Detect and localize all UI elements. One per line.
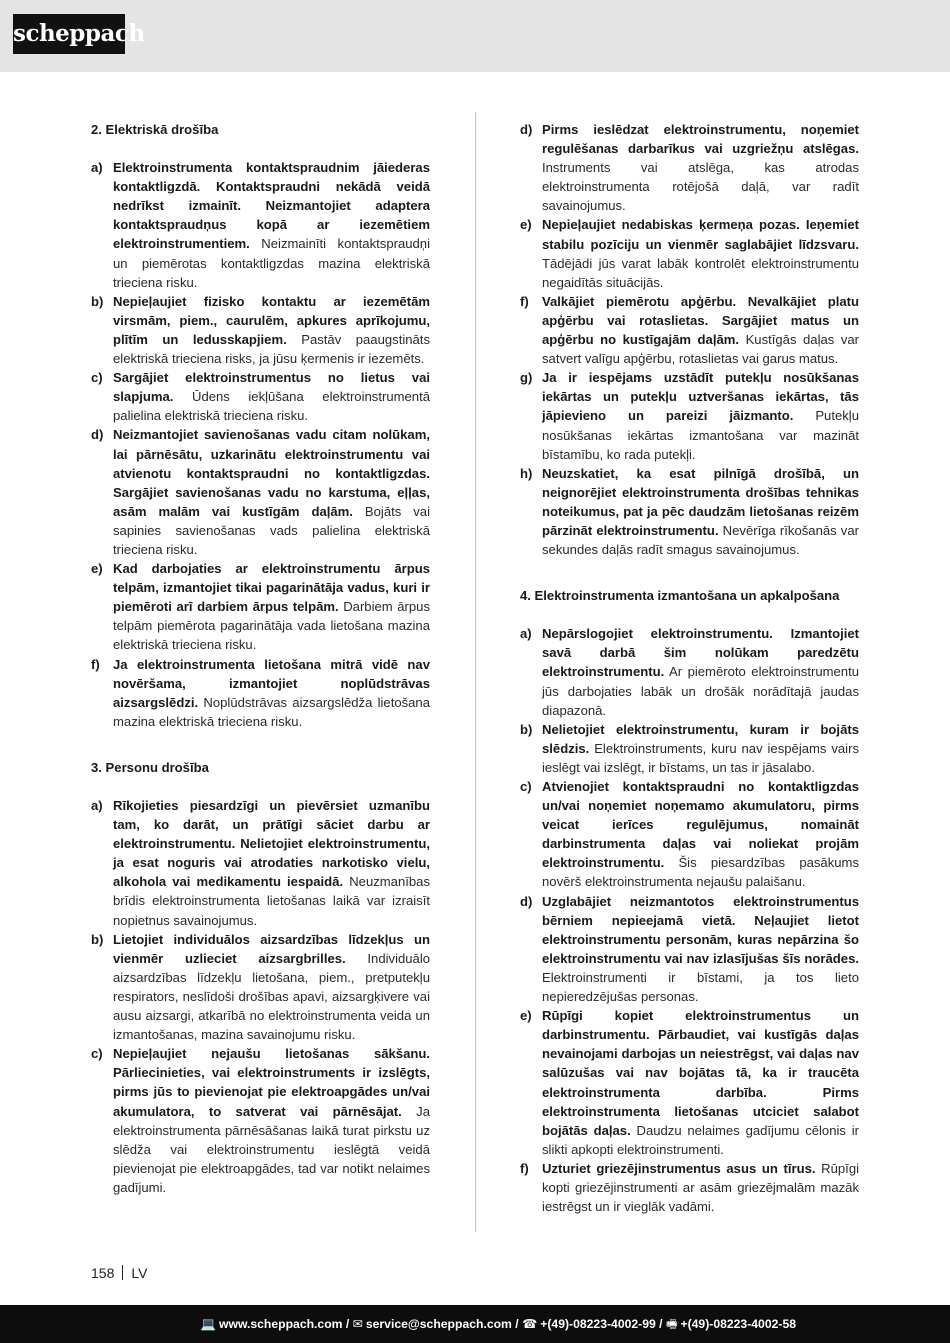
right-column (520, 112, 859, 1216)
email-link[interactable]: service@scheppach.com / (365, 1317, 519, 1331)
list-item (91, 1044, 430, 1197)
item-text: Rūpīgi kopti griezējinstrumenti ar asām griezējmalām mazāk iestrēgst un ir vieglāk vadāmi. (542, 1160, 860, 1215)
list-item (91, 796, 430, 930)
footer-bar (0, 1305, 950, 1343)
item-heading: Ja elektroinstrumenta lietošana mitrā vidē nav novēršama, izmantojiet noplūdstrāvas aizsargslēdzi. (113, 656, 430, 710)
item-label: c) (520, 779, 532, 794)
language-code: LV (131, 1265, 148, 1281)
item-text: Putekļu nosūkšanas iekārtas izmantošana var mazināt bīstamību, ko rada putekļi. (542, 408, 860, 462)
item-label: d) (520, 893, 533, 909)
item-label: h) (520, 465, 533, 481)
list-item (520, 777, 859, 892)
instruction-list (91, 796, 430, 1197)
item-heading: Rūpīgi kopiet elektroinstrumentus un darbinstrumentu. Pārbaudiet, vai kustīgās daļas nevainojami darbojas un neiestrēgst, vai daļas nav salūzušas vai nav bojātas tā, ka ir traucēta elektroinstrumenta darbība. Pirms elektroinstrumenta lietošanas utciciet salabot bojātās daļas. (542, 1008, 859, 1138)
instruction-list (91, 158, 430, 731)
item-label: e) (520, 217, 532, 233)
page-number-block (91, 1264, 147, 1282)
item-heading: Neizmantojiet savienošanas vadu citam nolūkam, lai pārnēsātu, uzkarinātu elektroinstrumentu vai atvienotu kontaktspraudni no kontaktligzdas. Sargājiet savienošanas vadu no karstuma, eļļas, asām malām vai kustīgām daļām. (113, 427, 430, 519)
instruction-list (520, 624, 859, 1216)
page-number: 158 (91, 1265, 115, 1281)
item-heading: Elektroinstrumenta kontaktspraudnim jāiederas kontaktligzdā. Kontaktspraudni nekādā veidā nedrīkst izmainīt. Neizmantojiet adaptera kontaktspraudņus kopā ar iezemētiem elektroinstrumentiem. (113, 160, 430, 252)
item-label: e) (91, 561, 103, 577)
item-heading: Uzglabājiet neizmantotos elektroinstrumentus bērniem nepieejamā vietā. Neļaujiet lietot elektroinstrumentu personām, kuras nepārzina šo elektroinstrumentu vai nav izlasījušas šīs norādes. (542, 893, 859, 966)
list-item (520, 720, 859, 777)
item-text: Šis piesardzības pasākums novērš elektroinstrumenta nejaušu palaišanu. (542, 855, 859, 890)
section-title: 2. Elektriskā drošība (91, 122, 219, 137)
list-item (520, 368, 859, 463)
item-heading: Valkājiet piemērotu apģērbu. Nevalkājiet platu apģērbu vai rotaslietas. Sargājiet matus un apģērbu no kustīgajām daļām. (542, 293, 859, 348)
item-text: Darbiem ārpus telpām piemērota pagarinātāja vada lietošana mazina elektriskā trieciena risku. (113, 599, 430, 653)
item-text: Instruments vai atslēga, kas atrodas elektroinstrumenta rotējošā daļā, var radīt savainojumus. (542, 160, 859, 214)
item-text: Neizmainīti kontaktspraudņi un piemērotas kontaktligzdas mazina elektriskā trieciena risku. (113, 236, 430, 290)
item-label: a) (520, 626, 532, 642)
item-text: Individuālo aizsardzības līdzekļu lietošana, piem., pretputekļu respirators, neslīdoši drošības apavi, aizsargķivere vai ausu aizsargi, atkarībā no elektroinstrumenta veida un izmantošanas, mazina savainojumu risku. (113, 950, 431, 1043)
item-heading: Kad darbojaties ar elektroinstrumentu ārpus telpām, izmantojiet tikai pagarinātāja vadus, kuri ir piemēroti arī darbiem ārpus telpām. (113, 561, 430, 615)
item-label: g) (520, 370, 533, 386)
item-label: a) (91, 798, 103, 813)
phone-icon: ☎ (522, 1317, 538, 1331)
item-label: a) (91, 160, 103, 176)
item-heading: Uzturiet griezējinstrumentus asus un tīrus. (542, 1160, 816, 1176)
item-heading: Pirms ieslēdzat elektroinstrumentu, noņemiet regulēšanas darbarīkus vai uzgriežņu atslēgas. (542, 122, 859, 157)
item-text: Nevērīga rīkošanās var sekundes daļās radīt smagus savainojumus. (542, 522, 859, 558)
item-heading: Nepieļaujiet nedabiskas ķermeņa pozas. Ieņemiet stabilu pozīciju un vienmēr saglabājiet līdzsvaru. (542, 217, 859, 252)
list-item (520, 1006, 859, 1159)
item-text: Pastāv paaugstināts elektriskā trieciena risks, ja jūsu ķermenis ir iezemēts. (113, 331, 430, 367)
item-label: b) (91, 931, 104, 947)
item-label: f) (520, 293, 529, 309)
website-link[interactable]: www.scheppach.com / (219, 1317, 350, 1331)
item-text: Daudzu nelaimes gadījumu cēlonis ir slikti apkopti elektroinstrumenti. (542, 1122, 859, 1157)
list-item (520, 1159, 859, 1216)
item-text: Elektroinstruments, kuru nav iespējams vairs ieslēgt vai izslēgt, ir bīstams, un tas ir jāsalabo. (542, 740, 859, 775)
list-item (91, 655, 430, 731)
item-label: c) (91, 370, 103, 386)
list-item (91, 368, 430, 425)
section-title: 3. Personu drošība (91, 759, 209, 775)
item-label: d) (520, 122, 533, 137)
fax-icon: 🖷 (665, 1317, 678, 1331)
phone-number: +(49)-08223-4002-99 / (540, 1317, 663, 1331)
item-label: d) (91, 427, 104, 443)
list-item (520, 292, 859, 368)
item-label: c) (91, 1046, 103, 1062)
item-text: Neuzmanības brīdis elektroinstrumenta lietošanas laikā var izraisīt nopietnus savainojumus. (113, 874, 430, 928)
computer-icon: 💻 (200, 1317, 216, 1331)
item-label: e) (520, 1008, 532, 1024)
left-column (91, 112, 430, 1197)
item-heading: Sargājiet elektroinstrumentus no lietus vai slapjuma. (113, 370, 430, 405)
item-heading: Atvienojiet kontaktspraudni no kontaktligzdas un/vai noņemiet noņemamo akumulatoru, pirms veicat ierīces regulējumus, nomaināt darbinstrumenta daļas vai noliekat projām elektroinstrumentu. (542, 779, 859, 871)
item-text: Noplūdstrāvas aizsargslēdža lietošana mazina elektriskā trieciena risku. (113, 694, 431, 729)
item-heading: Nepieļaujiet fizisko kontaktu ar iezemētām virsmām, piem., caurulēm, apkures aprīkojumu, plītīm un ledusskapjiem. (113, 293, 430, 347)
list-item (520, 215, 859, 291)
list-item (520, 892, 859, 1007)
list-item (91, 559, 430, 654)
list-item (520, 120, 859, 215)
item-heading: Nepieļaujiet nejaušu lietošanas sākšanu. Pārliecinieties, vai elektroinstruments ir izslēgts, pirms jūs to pievienojat pie elektroapgādes un/vai akumulatora, to satverat vai pārnēsājat. (113, 1046, 430, 1119)
item-text: Kustīgās daļas var satvert valīgu apģērbu, rotaslietas vai garus matus. (542, 332, 860, 367)
item-text: Ar piemēroto elektroinstrumentu jūs darbojaties labāk un drošāk norādītajā jaudas diapazonā. (542, 664, 859, 718)
item-heading: Rīkojieties piesardzīgi un pievērsiet uzmanību tam, ko darāt, un prātīgi sāciet darbu ar elektroinstrumentu. Nelietojiet elektroinstrumentu, ja esat noguris vai atrodaties narkotisko vielu, alkohola vai medikamentu iespaidā. (113, 798, 430, 890)
brand-logo: scheppach (13, 14, 125, 54)
item-heading: Neuzskatiet, ka esat pilnīgā drošībā, un neignorējiet elektroinstrumenta drošības tehnikas noteikumus, pat ja pēc daudzām lietošanas reizēm pārzināt elektroinstrumentu. (542, 465, 859, 538)
item-label: f) (520, 1160, 529, 1176)
page-separator (122, 1265, 123, 1280)
item-label: f) (91, 656, 100, 672)
item-text: Elektroinstrumenti ir bīstami, ja tos lieto nepieredzējušas personas. (542, 969, 859, 1005)
instruction-list (520, 120, 859, 559)
list-item (91, 425, 430, 559)
list-item (91, 292, 430, 368)
item-heading: Nepārslogojiet elektroinstrumentu. Izmantojiet savā darbā šim nolūkam paredzētu elektroinstrumentu. (542, 626, 859, 680)
list-item (91, 930, 430, 1045)
header-band (0, 0, 950, 72)
item-label: b) (91, 293, 104, 309)
item-text: Tādējādi jūs varat labāk kontrolēt elektroinstrumentu negaidītās situācijās. (542, 255, 859, 290)
list-item (91, 158, 430, 292)
section-title: 4. Elektroinstrumenta izmantošana un apkalpošana (520, 588, 840, 604)
item-label: b) (520, 721, 533, 737)
column-divider (475, 112, 476, 1232)
list-item (520, 624, 859, 719)
list-item (520, 464, 859, 559)
item-text: Bojāts vai sapinies savienošanas vads palielina elektriskā trieciena risku. (113, 503, 430, 557)
fax-number: +(49)-08223-4002-58 (680, 1317, 796, 1331)
item-heading: Lietojiet individuālos aizsardzības līdzekļus un vienmēr uzlieciet aizsargbrilles. (113, 931, 430, 966)
mail-icon: ✉ (352, 1317, 363, 1331)
item-text: Ūdens iekļūšana elektroinstrumentā palielina elektriskā trieciena risku. (113, 389, 430, 424)
item-heading: Nelietojiet elektroinstrumentu, kuram ir bojāts slēdzis. (542, 721, 859, 756)
item-text: Ja elektroinstrumenta pārnēsāšanas laikā turat pirkstu uz slēdža vai elektroinstrumentu ieslēgtā veidā pievienojat pie elektroapgādes, tad var notikt nelaimes gadījumi. (113, 1103, 431, 1195)
item-heading: Ja ir iespējams uzstādīt putekļu nosūkšanas iekārtas un putekļu uztveršanas iekārtas, tās jāpievieno un pareizi jāizmanto. (542, 370, 859, 424)
